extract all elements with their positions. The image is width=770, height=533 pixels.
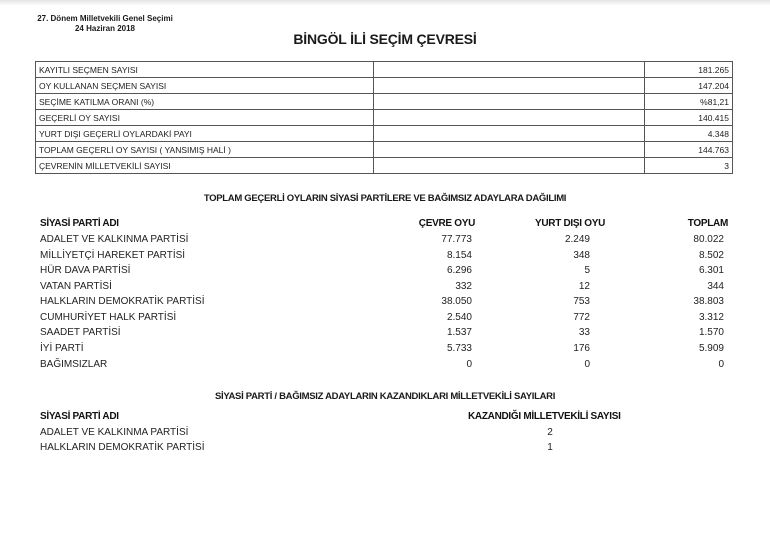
party-name: CUMHURİYET HALK PARTİSİ [40,312,177,323]
distribution-row [40,279,740,294]
summary-middle [374,158,645,174]
seat-count: 2 [547,427,553,438]
party-name: İYİ PARTİ [40,343,84,354]
seats-header-row [40,409,740,424]
toplam: 6.301 [698,265,724,276]
summary-row [36,94,733,110]
distribution-row [40,325,740,340]
toplam: 3.312 [698,312,724,323]
summary-label: OY KULLANAN SEÇMEN SAYISI [36,78,374,94]
summary-value: 181.265 [645,62,733,78]
summary-middle [374,94,645,110]
seats-row [40,440,740,455]
cevre-oyu: 332 [455,281,472,292]
toplam: 344 [707,281,724,292]
distribution-row [40,263,740,278]
yurt-disi-oyu: 33 [578,327,590,338]
distribution-row [40,294,740,309]
cevre-oyu: 77.773 [441,234,472,245]
summary-value: 144.763 [645,142,733,158]
yurt-disi-oyu: 348 [573,250,590,261]
summary-value: 4.348 [645,126,733,142]
summary-value: 3 [645,158,733,174]
page-title-text: BİNGÖL İLİ SEÇİM ÇEVRESİ [293,31,477,47]
summary-row [36,126,733,142]
election-date: 24 Haziran 2018 [74,24,136,33]
header-party: SİYASİ PARTİ ADI [40,411,119,422]
summary-row [36,110,733,126]
party-name: BAĞIMSIZLAR [40,359,108,370]
distribution-header-row [40,216,740,231]
yurt-disi-oyu: 2.249 [564,234,590,245]
party-name: VATAN PARTİSİ [40,281,112,292]
header-yurt-disi-oyu: YURT DIŞI OYU [535,218,605,229]
header-seats: KAZANDIĞI MİLLETVEKİLİ SAYISI [468,411,621,422]
cevre-oyu: 5.733 [446,343,472,354]
summary-label: SEÇİME KATILMA ORANI (%) [36,94,374,110]
toplam: 8.502 [698,250,724,261]
cevre-oyu: 38.050 [441,296,472,307]
header-party: SİYASİ PARTİ ADI [40,218,119,229]
summary-table [35,61,733,174]
yurt-disi-oyu: 176 [573,343,590,354]
distribution-row [40,248,740,263]
distribution-row [40,341,740,356]
summary-row [36,78,733,94]
summary-label: TOPLAM GEÇERLİ OY SAYISI ( YANSIMIŞ HALİ ) [36,142,374,158]
summary-row [36,158,733,174]
distribution-title: TOPLAM GEÇERLİ OYLARIN SİYASİ PARTİLERE VE BAĞIMSIZ ADAYLARA DAĞILIMI [203,193,567,204]
party-name: HALKLARIN DEMOKRATİK PARTİSİ [40,296,205,307]
summary-label: KAYITLI SEÇMEN SAYISI [36,62,374,78]
page-top-shadow [0,0,770,6]
toplam: 80.022 [693,234,724,245]
summary-label: ÇEVRENİN MİLLETVEKİLİ SAYISI [36,158,374,174]
yurt-disi-oyu: 772 [573,312,590,323]
election-name: 27. Dönem Milletvekili Genel Seçimi [37,14,173,23]
cevre-oyu: 8.154 [446,250,472,261]
distribution-row [40,232,740,247]
summary-middle [374,62,645,78]
party-name: HALKLARIN DEMOKRATİK PARTİSİ [40,442,205,453]
header-cevre-oyu: ÇEVRE OYU [418,218,475,229]
distribution-row [40,357,740,372]
summary-label: GEÇERLİ OY SAYISI [36,110,374,126]
seat-count: 1 [547,442,553,453]
summary-label: YURT DIŞI GEÇERLİ OYLARDAKİ PAYI [36,126,374,142]
cevre-oyu: 2.540 [446,312,472,323]
yurt-disi-oyu: 753 [573,296,590,307]
toplam: 5.909 [698,343,724,354]
party-name: ADALET VE KALKINMA PARTİSİ [40,427,189,438]
summary-row [36,62,733,78]
toplam: 0 [718,359,724,370]
yurt-disi-oyu: 5 [584,265,590,276]
party-name: HÜR DAVA PARTİSİ [40,265,131,276]
yurt-disi-oyu: 0 [584,359,590,370]
party-name: MİLLİYETÇİ HAREKET PARTİSİ [40,250,186,261]
page-title [0,31,770,47]
toplam: 1.570 [698,327,724,338]
seats-row [40,425,740,440]
cevre-oyu: 6.296 [446,265,472,276]
summary-value: 147.204 [645,78,733,94]
distribution-row [40,310,740,325]
summary-row [36,142,733,158]
summary-middle [374,110,645,126]
toplam: 38.803 [693,296,724,307]
party-name: SAADET PARTİSİ [40,327,121,338]
cevre-oyu: 0 [466,359,472,370]
summary-middle [374,78,645,94]
summary-middle [374,126,645,142]
cevre-oyu: 1.537 [446,327,472,338]
summary-middle [374,142,645,158]
yurt-disi-oyu: 12 [578,281,590,292]
summary-value: %81,21 [645,94,733,110]
summary-value: 140.415 [645,110,733,126]
seats-title: SİYASİ PARTİ / BAĞIMSIZ ADAYLARIN KAZANDIKLARI MİLLETVEKİLİ SAYILARI [214,391,556,402]
header-toplam: TOPLAM [687,218,728,229]
party-name: ADALET VE KALKINMA PARTİSİ [40,234,189,245]
